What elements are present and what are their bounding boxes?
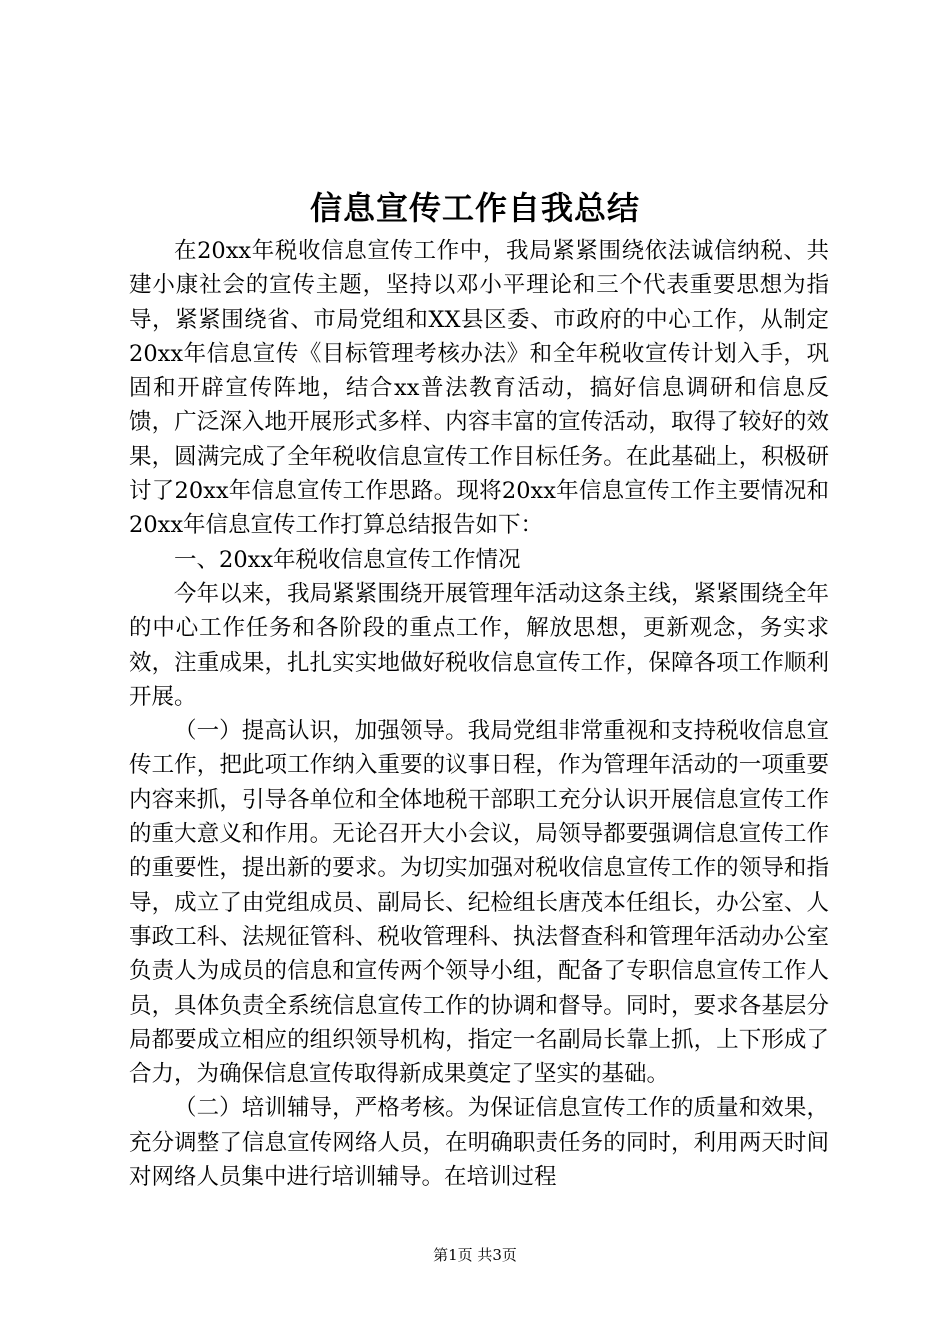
paragraph-item-1: （一）提高认识，加强领导。我局党组非常重视和支持税收信息宣传工作，把此项工作纳入重要的议事日程，作为管理年活动的一项重要内容来抓，引导各单位和全体地税干部职工充分认识开展信息宣传工作的重大意义和作用。无论召开大小会议，局领导都要强调信息宣传工作的重要性，提出新的要求。为切实加强对税收信息宣传工作的领导和指导，成立了由党组成员、副局长、纪检组长唐茂本任组长，办公室、人事政工科、法规征管科、税收管理科、执法督查科和管理年活动办公室负责人为成员的信息和宣传两个领导小组，配备了专职信息宣传工作人员，具体负责全系统信息宣传工作的协调和督导。同时，要求各基层分局都要成立相应的组织领导机构，指定一名副局长靠上抓，上下形成了合力，为确保信息宣传取得新成果奠定了坚实的基础。 <box>129 718 829 1088</box>
document-title: 信息宣传工作自我总结 <box>309 189 640 227</box>
document-body <box>129 234 829 1194</box>
paragraph-overview: 今年以来，我局紧紧围绕开展管理年活动这条主线，紧紧围绕全年的中心工作任务和各阶段的重点工作，解放思想，更新观念，务实求效，注重成果，扎扎实实地做好税收信息宣传工作，保障各项工作顺利开展。 <box>129 580 829 710</box>
section-heading-1: 一、20xx年税收信息宣传工作情况 <box>174 546 521 573</box>
paragraph-intro: 在20xx年税收信息宣传工作中，我局紧紧围绕依法诚信纳税、共建小康社会的宣传主题，坚持以邓小平理论和三个代表重要思想为指导，紧紧围绕省、市局党组和XX县区委、市政府的中心工作，从制定20xx年信息宣传《目标管理考核办法》和全年税收宣传计划入手，巩固和开辟宣传阵地，结合xx普法教育活动，搞好信息调研和信息反馈，广泛深入地开展形式多样、内容丰富的宣传活动，取得了较好的效果，圆满完成了全年税收信息宣传工作目标任务。在此基础上，积极研讨了20xx年信息宣传工作思路。现将20xx年信息宣传工作主要情况和20xx年信息宣传工作打算总结报告如下： <box>129 238 829 539</box>
page-footer: 第1页 共3页 <box>433 1246 517 1264</box>
paragraph-item-2: （二）培训辅导，严格考核。为保证信息宣传工作的质量和效果，充分调整了信息宣传网络人员，在明确职责任务的同时，利用两天时间对网络人员集中进行培训辅导。在培训过程 <box>129 1095 829 1191</box>
